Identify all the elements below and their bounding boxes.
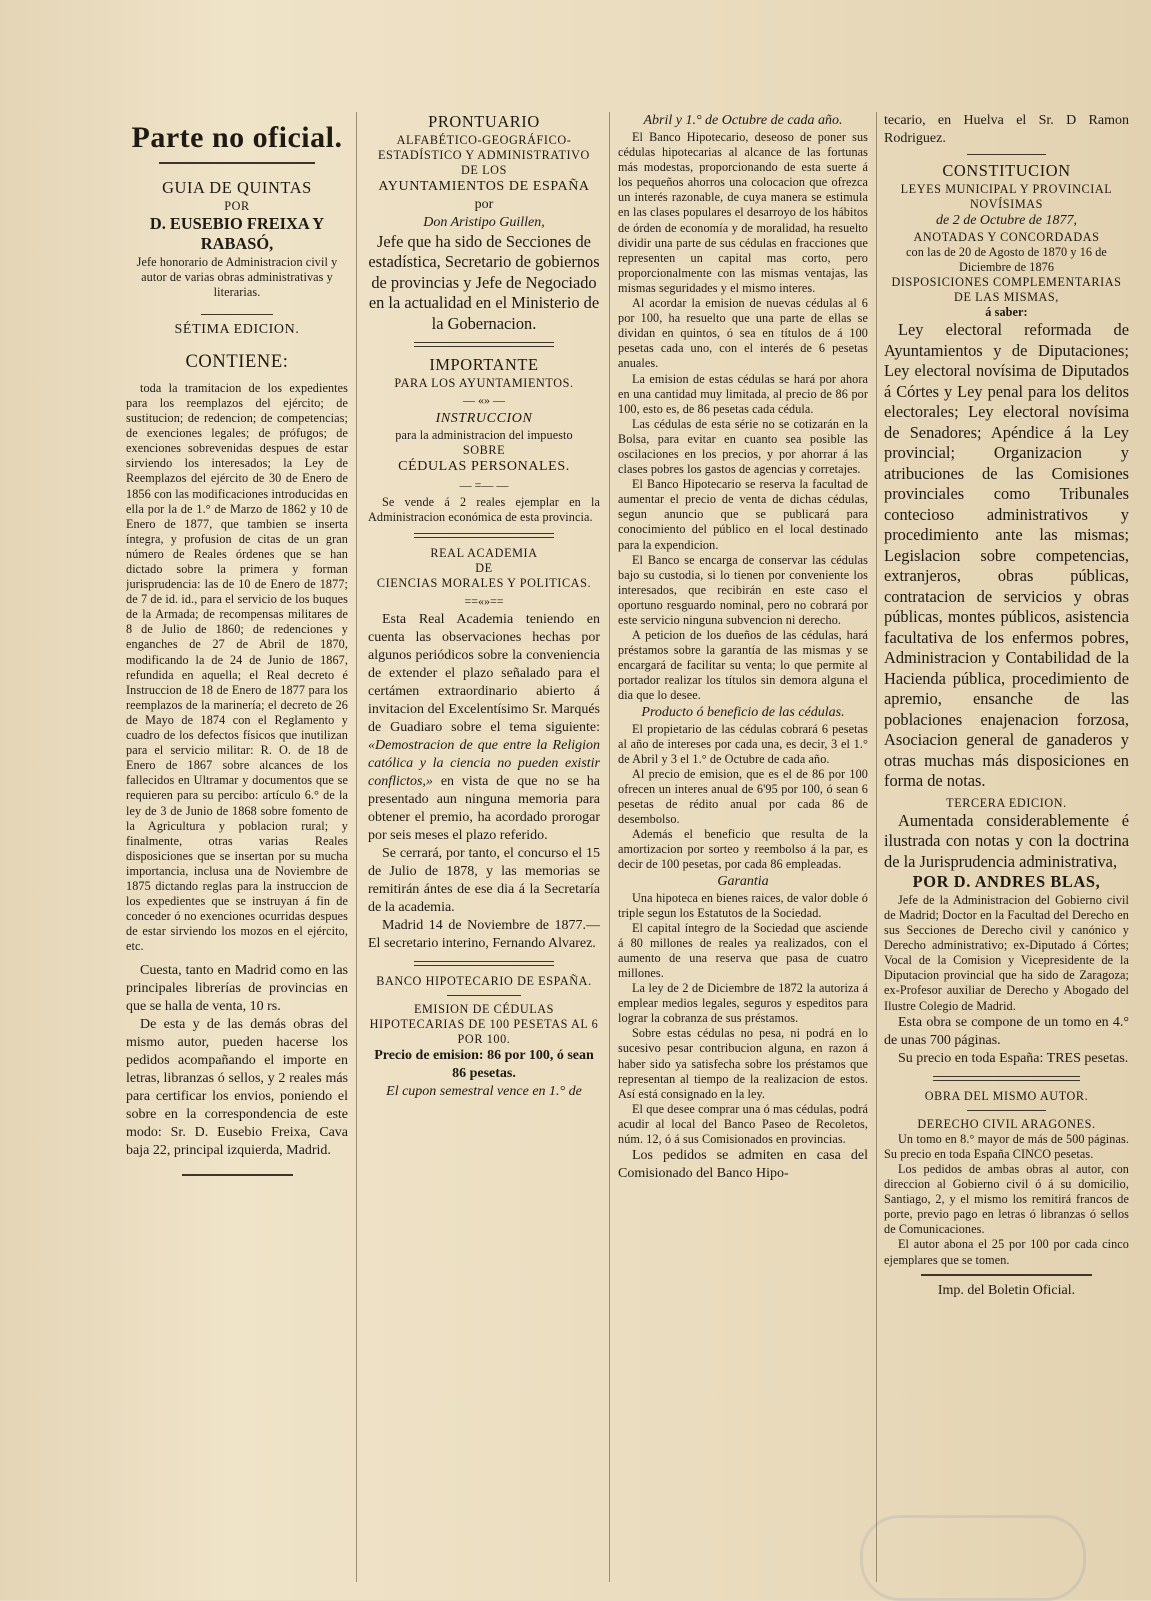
importante-heading: IMPORTANTE [429, 355, 539, 375]
divider [933, 1076, 1080, 1081]
bank-paragraph: El que desee comprar una ó mas cédulas, podrá acudir al local del Banco Paseo de Recoletos, núm. 12, ó á sus Comisionados en provincias. [618, 1101, 868, 1146]
bank-paragraph: A peticion de los dueños de las cédulas, hará préstamos sobre la garantía de las mismas y se encargará de facilitar su venta; lo que permite al portador realizar los títulos sin demora alguna el dia que lo desee. [618, 628, 868, 703]
derecho-description: Un tomo en 8.° mayor de más de 500 páginas. Su precio en toda España CINCO pesetas. [884, 1131, 1129, 1161]
divider [201, 314, 272, 315]
author-name: POR D. ANDRES BLAS, [912, 872, 1101, 892]
anotadas-label: ANOTADAS Y CONCORDADAS [913, 229, 1100, 244]
a-saber-label: á saber: [985, 305, 1028, 320]
bank-paragraph: Los pedidos se admiten en casa del Comisionado del Banco Hipo- [618, 1148, 868, 1182]
ornament: — =— — [459, 478, 509, 493]
para-ayuntamientos-label: PARA LOS AYUNTAMIENTOS. [394, 375, 574, 390]
column-banco-hipotecario [618, 112, 868, 1590]
author-description: Jefe honorario de Administracion civil y autor de varias obras administrativas y literarias. [136, 254, 338, 299]
edition-label: SÉTIMA EDICION. [174, 321, 300, 337]
constitucion-title: CONSTITUCION [942, 161, 1071, 180]
author-name: D. EUSEBIO FREIXA Y RABASÓ, [149, 213, 325, 254]
obra-mismo-autor-heading: OBRA DEL MISMO AUTOR. [924, 1088, 1089, 1103]
academy-text: en vista de que no se ha presentado aun ninguna memoria para obtener el premio, ha acordado prorogar por seis meses el plazo referido. [368, 773, 600, 843]
prontuario-author: Don Aristipo Guillen, [423, 214, 545, 230]
por-label: POR [224, 198, 250, 213]
price-text: Cuesta, tanto en Madrid como en las principales librerías de provincias en que se halla de venta, 10 rs. [126, 963, 348, 1015]
column-prontuario [368, 112, 600, 1590]
column-divider [609, 112, 610, 1582]
academy-theme: «Demostracion de que entre la Religion católica y la ciencia no pueden existir conflictos,» [368, 737, 600, 789]
divider [921, 1274, 1093, 1276]
instruccion-heading: INSTRUCCION [435, 410, 533, 426]
guide-title: GUIA DE QUINTAS [162, 178, 312, 197]
column-divider [876, 112, 877, 1582]
bank-paragraph: El Banco Hipotecario se reserva la facultad de aumentar el precio de venta de dichas cédulas, segun anuncio que se publicará para conocimiento del público en el local destinado para la expendicion. [618, 477, 868, 552]
por-label: por [474, 196, 494, 212]
continuation-text: tecario, en Huelva el Sr. D Ramon Rodriguez. [884, 113, 1129, 146]
divider [414, 342, 553, 347]
leyes-dates: con las de 20 de Agosto de 1870 y 16 de Diciembre de 1876 [906, 244, 1107, 274]
divider [414, 533, 553, 538]
sobre-label: SOBRE [462, 442, 506, 457]
novisimas-label: NOVÍSIMAS [969, 196, 1044, 211]
divider [447, 995, 521, 996]
instruccion-description: para la administracion del impuesto [395, 427, 573, 442]
contiene-heading: CONTIENE: [185, 351, 289, 372]
contents-text: toda la tramitacion de los expedientes para los reemplazos del ejército; de sustitucion; de redencion; de competencias; de exenciones legales; de prófugos; de exenciones sobrevenidas despues de estar sirviendo los interesados; la Ley de Reemplazos del ejército de 30 de Enero de 1856 con las modificaciones introducidas en ella por la de 1.° de Marzo de 1862 y 10 de Enero de 1877, que tambien se inserta íntegra, y profusion de citas de un gran número de Reales órdenes que se han dictado sobre la primera y forman jurisprudencia: las de 10 de Enero de 1877; de 7 de id. id., para el servicio de los buques de la Armada; de recompensas militares de 8 de Julio de 1860; de redenciones y enganches de 27 de Abril de 1870, modificando la de 24 de Junio de 1867, refundida en aquella; el Real decreto é Instruccion de 18 de Enero de 1877 para los reemplazos de la marinería; el decreto de 26 de Mayo de 1874 con el Reglamento y cuadro de los defectos físicos que inutilizan para el servicio militar: R. O. de 18 de Enero de 1867 sobre alcances de los fallecidos en Ultramar y documentos que se requieren para su percibo: artículo 6.° de la ley de 3 de Junio de 1868 sobre fomento de la Agricultura y poblacion rural; y finalmente, otras varias Reales disposiciones que se insertan por su mucha importancia, inclusa una de Noviembre de 1875 dictando reglas para la instruccion de los expedientes que se instruyan á fin de conceder ó no exenciones ocurridas despues de estar sirviendo los mozos en el ejército, etc. [126, 380, 348, 954]
bank-title: BANCO HIPOTECARIO DE ESPAÑA. [376, 973, 592, 988]
aumentada-text: Aumentada considerablemente é ilustrada con notas y con la doctrina de la Jurisprudencia administrativa, [884, 810, 1129, 871]
ornament: ==«»== [464, 593, 504, 608]
emission-price: Precio de emision: 86 por 100, ó sean 86 pesetas. [374, 1047, 594, 1081]
prontuario-subtitle: ALFABÉTICO-GEOGRÁFICO-ESTADÍSTICO Y ADMINISTRATIVO [378, 132, 590, 162]
column-guia-quintas [126, 112, 348, 1590]
bank-paragraph: Una hipoteca en bienes raices, de valor doble ó triple segun los Estatutos de la Sociedad. [618, 890, 868, 920]
bank-paragraph: Al precio de emision, que es el de 86 por 100 ofrecen un interes anual de 6'95 por 100, ó sean 6 pesetas de rédito anual por cada 86 de desembolso. [618, 766, 868, 827]
derecho-civil-heading: DERECHO CIVIL ARAGONES. [917, 1116, 1096, 1131]
de-label: DE [475, 561, 493, 576]
academy-title: REAL ACADEMIA [430, 546, 538, 561]
de-los-label: DE LOS [461, 162, 507, 177]
divider [159, 162, 314, 164]
divider [967, 154, 1045, 155]
bank-paragraph: El Banco Hipotecario, deseoso de poner sus cédulas hipotecarias al alcance de las fortunas más modestas, proporcionando de esta suerte á los pequeños ahorros una colocacion que ofrezca un interés razonable, de cuya manera se estimula en las clases populares el desarroyo de los hábitos de órden de economía y de moralidad, ha resuelto dividir una parte de sus cédulas en fracciones que representen un capital mas corto, pero proporcionalmente con las mismas ventajas, las mismas seguridades y el mismo interes. [618, 130, 868, 295]
descuento-text: El autor abona el 25 por 100 por cada cinco ejemplares que se tomen. [884, 1237, 1129, 1267]
column-divider [356, 112, 357, 1582]
academy-signature: Madrid 14 de Noviembre de 1877.—El secretario interino, Fernando Alvarez. [368, 917, 600, 951]
disposiciones-label: DISPOSICIONES COMPLEMENTARIAS [891, 274, 1122, 289]
prontuario-title: PRONTUARIO [428, 112, 540, 131]
cupon-text: El cupon semestral vence en 1.° de [386, 1083, 582, 1099]
author-description: Jefe de la Administracion del Gobierno civil de Madrid; Doctor en la Facultad del Derecho en sus Secciones de Derecho civil y canónico y Derecho administrativo; ex-Diputado á Córtes; Vocal de la Comision y Vicepresidente de la Diputacion provincial que ha sido de Zaragoza; ex-Profesor auxiliar de Derecho y Abogado del Ilustre Colegio de Madrid. [884, 892, 1129, 1013]
cedulas-heading: CÉDULAS PERSONALES. [398, 459, 570, 475]
library-stamp [860, 1515, 1086, 1601]
leyes-title: LEYES MUNICIPAL Y PROVINCIAL [900, 181, 1113, 196]
ornament: — «» — [463, 392, 505, 407]
bank-paragraph: La ley de 2 de Diciembre de 1872 la autoriza á emplear medios legales, seguros y espeditos para lograr la cobranza de sus préstamos. [618, 981, 868, 1026]
date-label: de 2 de Octubre de 1877, [936, 212, 1077, 228]
bank-paragraph: El propietario de las cédulas cobrará 6 pesetas al año de intereses por cada una, es decir, 3 el 1.° de Abril y 3 el 1.° de Octubre de cada año. [618, 721, 868, 766]
divider [182, 1174, 293, 1176]
bank-paragraph: Además el beneficio que resulta de la amortizacion por sorteo y reembolso á la par, es decir de 100 pesetas, por cada 86 empleadas. [618, 827, 868, 872]
edition-label: TERCERA EDICION. [946, 795, 1067, 810]
academy-subtitle: CIENCIAS MORALES Y POLITICAS. [376, 576, 592, 591]
bank-paragraph: El Banco se encarga de conservar las cédulas bajo su custodia, si lo tienen por conveniente los interesados, que recibirán en este caso el oportuno resguardo nominal, pero no cobrará por este servicio ninguna subvencion ni derecho. [618, 552, 868, 627]
ayuntamientos-title: AYUNTAMIENTOS DE ESPAÑA [378, 178, 590, 194]
garantia-heading: Garantia [717, 873, 769, 889]
cupon-continuation: Abril y 1.° de Octubre de cada año. [643, 113, 843, 128]
producto-heading: Producto ó beneficio de las cédulas. [641, 704, 845, 720]
academy-text: Esta Real Academia teniendo en cuenta las observaciones hechas por algunos periódicos sobre la conveniencia de extender el plazo señalado para el certámen extraordinario abierto á invitacion del Excelentísimo Sr. Marqués de Guadiaro sobre el tema siguiente: [368, 611, 600, 735]
constitucion-contents: Ley electoral reformada de Ayuntamientos y de Diputaciones; Ley electoral novísima de Diputados á Córtes y Ley penal para los delitos electorales; Ley electoral novísima de Senadores; Apéndice á la Ley provincial; Organizacion y atribuciones de las Comisiones provinciales como Tribunales contecioso administrativos y procedimiento ante las mismas; Legislacion sobre competencias, extranjeros, obras públicas, contratacion de servicios y obras públicas, montes públicos, asistencia facultativa de los enfermos pobres, Administracion y Contabilidad de la Hacienda pública, procedimiento de apremio, ensanche de las poblaciones enajenacion forzosa, Asociacion general de ganaderos y otras muchas más disposiciones en forma de notas. [884, 320, 1129, 791]
divider [414, 961, 553, 966]
divider [967, 1110, 1045, 1111]
emission-label: EMISION DE CÉDULAS HIPOTECARIAS DE 100 PESETAS AL 6 POR 100. [369, 1001, 599, 1046]
imprenta-label: Imp. del Boletin Oficial. [937, 1282, 1076, 1298]
column-constitucion [884, 112, 1129, 1590]
price-text: Su precio en toda España: TRES pesetas. [898, 1050, 1129, 1066]
bank-paragraph: Las cédulas de esta série no se cotizarán en la Bolsa, para evitar en cuanto sea posible las oscilaciones en los precios, y por ahorrar á las clases pobres los gastos de agencias y corretajes. [618, 416, 868, 477]
bank-paragraph: Sobre estas cédulas no pesa, ni podrá en lo sucesivo pesar contribucion alguna, en razon á haber sido ya satisfecha sobre los préstamos que representan al tiempo de la realizacion de estos. Así está consignado en la ley. [618, 1026, 868, 1101]
bank-paragraph: La emision de estas cédulas se hará por ahora en una cantidad muy limitada, al precio de 86 por 100, esto es, de 86 pesetas cada cédula. [618, 371, 868, 416]
section-title: Parte no oficial. [131, 121, 343, 154]
pedidos-text: Los pedidos de ambas obras al autor, con direccion al Gobierno civil ó á su domicilio, Santiago, 2, y el mismo los remitirá francos de porte, previo pago en letras ó libranzas ó sellos de Comunicaciones. [884, 1161, 1129, 1237]
academy-deadline: Se cerrará, por tanto, el concurso el 15 de Julio de 1878, y las memorias se remitirán ántes de ese dia á la Secretaría de la academia. [368, 845, 600, 915]
orders-text: De esta y de las demás obras del mismo autor, pueden hacerse los pedidos acompañando el importe en letras, libranzas ó sellos, y 2 reales más para certificar los envios, poniendo el sobre en la correspondencia de este modo: Sr. D. Eusebio Freixa, Cava baja 22, principal izquierda, Madrid. [126, 1017, 348, 1159]
academy-announcement [368, 611, 600, 845]
de-las-mismas-label: DE LAS MISMAS, [954, 290, 1059, 305]
bank-paragraph: El capital íntegro de la Sociedad que asciende á 80 millones de reales ya realizados, con el aumento de una reserva que pasa de cuatro millones. [618, 920, 868, 980]
bank-paragraph: Al acordar la emision de nuevas cédulas al 6 por 100, ha resuelto que una parte de ellas se dividan en quintos, ó sea en títulos de á 100 pesetas cada uno, con el interés de 6 pesetas anuales. [618, 296, 868, 371]
tomo-text: Esta obra se compone de un tomo en 4.° de unas 700 páginas. [884, 1014, 1129, 1048]
sale-text: Se vende á 2 reales ejemplar en la Administracion económica de esta provincia. [368, 495, 600, 525]
prontuario-author-description: Jefe que ha sido de Secciones de estadística, Secretario de gobiernos de provincias y Jefe de Negociado en la actualidad en el Ministerio de la Gobernacion. [368, 231, 600, 333]
